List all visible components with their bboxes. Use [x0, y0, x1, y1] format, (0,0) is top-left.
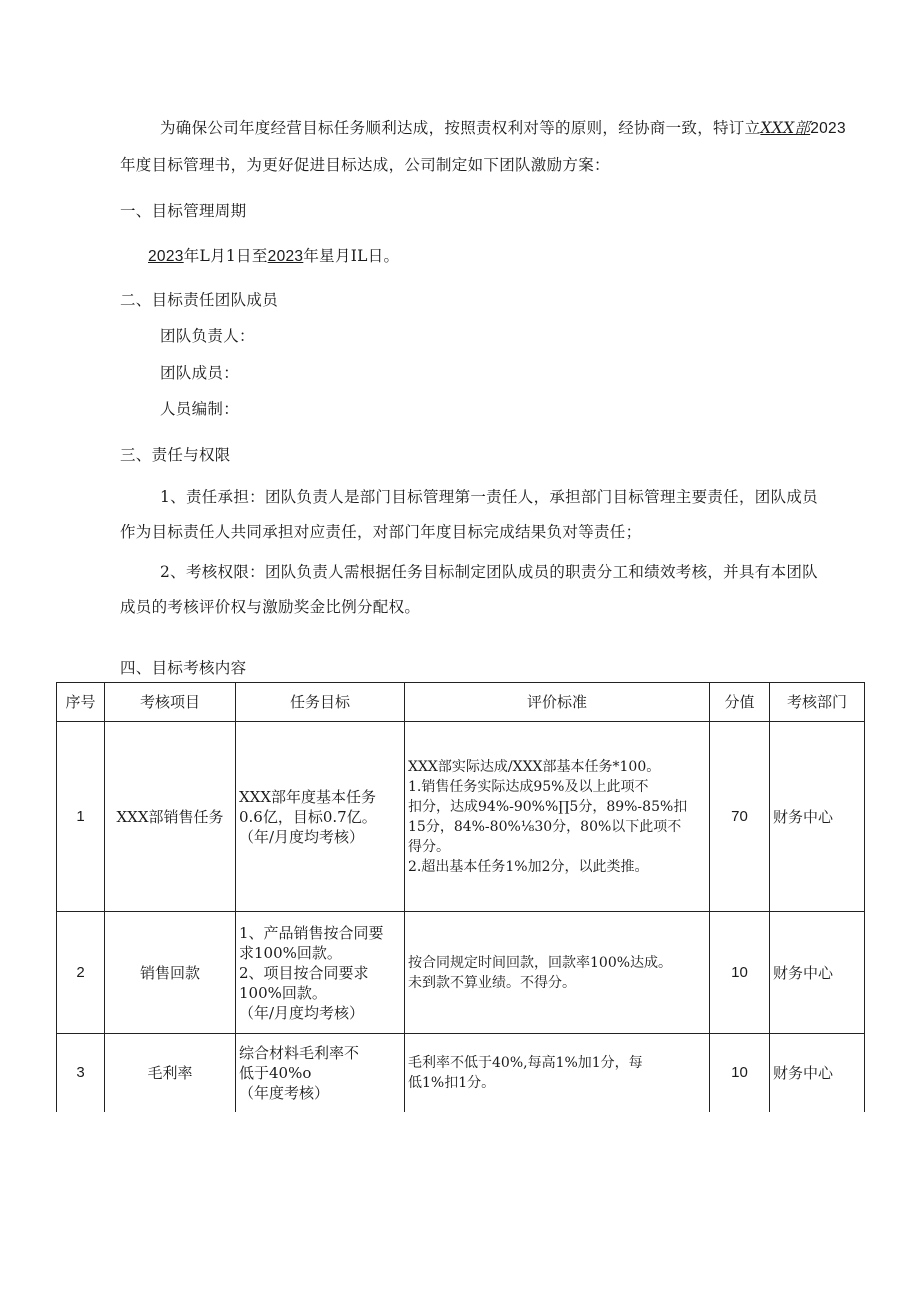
- row-no: 1: [57, 722, 105, 912]
- row-criteria: XXX部实际达成/XXX部基本任务*100。 1.销售任务实际达成95%及以上此项不 扣分，达成94%-90%%∏5分，89%-85%扣 15分，84%-80%⅛30分，80%以下此项不 得分。 2.超出基本任务1%加2分，以此类推。: [405, 722, 710, 912]
- period-mid: 年L月1日至: [183, 247, 268, 265]
- header-no: 序号: [57, 683, 105, 722]
- intro-text: 为确保公司年度经营目标任务顺利达成，按照责权利对等的原则，经协商一致，特订立: [160, 119, 761, 137]
- row-item: 毛利率: [105, 1034, 236, 1112]
- row-item: 销售回款: [105, 912, 236, 1034]
- responsibility-2-line-2: 成员的考核评价权与激励奖金比例分配权。: [120, 598, 421, 616]
- goals-table: [56, 682, 865, 1112]
- header-target: 任务目标: [236, 683, 405, 722]
- responsibility-1-line-1: 1、责任承担：团队负责人是部门目标管理第一责任人，承担部门目标管理主要责任，团队成员: [160, 488, 818, 506]
- row-item: XXX部销售任务: [105, 722, 236, 912]
- intro-line-1: [160, 116, 846, 138]
- row-dept: 财务中心: [770, 1034, 865, 1112]
- dept-name: XXX部: [760, 119, 811, 137]
- period-year-end: 2023: [267, 248, 304, 265]
- row-score: 10: [710, 912, 770, 1034]
- row-score: 10: [710, 1034, 770, 1112]
- header-dept: 考核部门: [770, 683, 865, 722]
- table-row: [57, 1034, 865, 1112]
- headcount-label: 人员编制：: [160, 400, 240, 418]
- table-header-row: [57, 683, 865, 722]
- header-score: 分值: [710, 683, 770, 722]
- table-row: [57, 722, 865, 912]
- row-no: 3: [57, 1034, 105, 1112]
- responsibility-1-line-2: 作为目标责任人共同承担对应责任，对部门年度目标完成结果负对等责任；: [120, 523, 642, 541]
- section-1-title: 一、目标管理周期: [120, 202, 247, 220]
- responsibility-2-line-1: 2、考核权限：团队负责人需根据任务目标制定团队成员的职责分工和绩效考核，并具有本团队: [160, 563, 818, 581]
- header-item: 考核项目: [105, 683, 236, 722]
- table-row: [57, 912, 865, 1034]
- row-score: 70: [710, 722, 770, 912]
- row-target: 1、产品销售按合同要 求100%回款。 2、项目按合同要求 100%回款。 （年/月度均考核）: [236, 912, 405, 1034]
- section-2-title: 二、目标责任团队成员: [120, 291, 279, 309]
- period-tail: 年星月IL日。: [303, 247, 400, 265]
- period-year-start: 2023: [148, 248, 184, 265]
- section-4-title: 四、目标考核内容: [120, 659, 247, 677]
- row-no: 2: [57, 912, 105, 1034]
- period-line: [148, 244, 399, 266]
- intro-line-2: 年度目标管理书，为更好促进目标达成，公司制定如下团队激励方案：: [120, 156, 610, 174]
- team-leader-label: 团队负责人：: [160, 327, 255, 345]
- header-criteria: 评价标准: [405, 683, 710, 722]
- intro-year: 2023: [810, 120, 846, 137]
- row-dept: 财务中心: [770, 722, 865, 912]
- team-members-label: 团队成员：: [160, 364, 240, 382]
- row-target: 综合材料毛利率不 低于40%o （年度考核）: [236, 1034, 405, 1112]
- section-3-title: 三、责任与权限: [120, 446, 231, 464]
- row-target: XXX部年度基本任务 0.6亿，目标0.7亿。 （年/月度均考核）: [236, 722, 405, 912]
- row-criteria: 毛利率不低于40%,每高1%加1分，每 低1%扣1分。: [405, 1034, 710, 1112]
- row-dept: 财务中心: [770, 912, 865, 1034]
- row-criteria: 按合同规定时间回款，回款率100%达成。 未到款不算业绩。不得分。: [405, 912, 710, 1034]
